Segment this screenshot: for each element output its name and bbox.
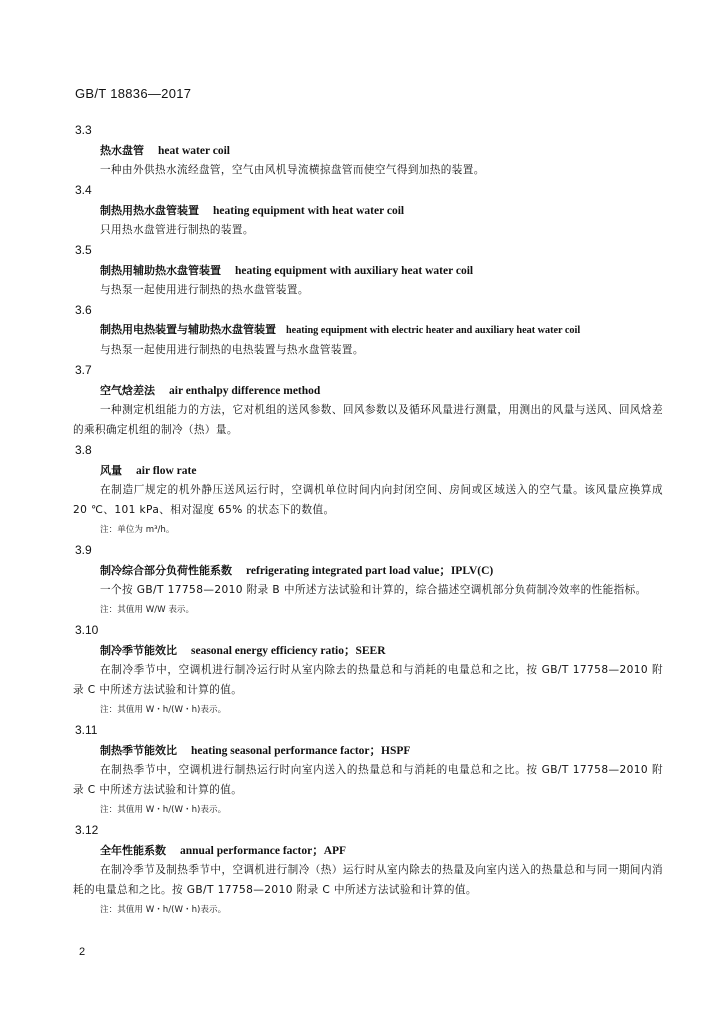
term-en: heating equipment with electric heater and auxiliary heat water coil bbox=[286, 325, 581, 336]
term-note: 注：其值用 W/W 表示。 bbox=[100, 605, 195, 615]
term-zh: 制冷综合部分负荷性能系数 bbox=[100, 564, 232, 577]
term-definition: 一种测定机组能力的方法，它对机组的送风参数、回风参数以及循环风量进行测量，用测出的风量与送风、回风焓差的乘积确定机组的制冷（热）量。 bbox=[73, 404, 663, 436]
term-zh: 制热用电热装置与辅助热水盘管装置 bbox=[100, 323, 276, 336]
term-heading bbox=[100, 840, 663, 860]
term-heading bbox=[100, 140, 663, 160]
term-en: heating seasonal performance factor；HSPF bbox=[191, 745, 411, 757]
terms-section bbox=[73, 120, 663, 920]
entry-number: 3.6 bbox=[75, 303, 92, 317]
term-heading bbox=[100, 320, 663, 340]
term-note: 注：单位为 m³/h。 bbox=[100, 525, 175, 535]
entry-number: 3.10 bbox=[75, 623, 99, 637]
term-heading bbox=[100, 560, 663, 580]
term-heading bbox=[100, 200, 663, 220]
term-en: heat water coil bbox=[158, 145, 230, 157]
entry-number: 3.9 bbox=[75, 543, 92, 557]
term-zh: 热水盘管 bbox=[100, 144, 144, 157]
term-zh: 风量 bbox=[100, 464, 122, 477]
term-en: air flow rate bbox=[136, 465, 197, 477]
entry-number: 3.3 bbox=[75, 123, 92, 137]
term-zh: 空气焓差法 bbox=[100, 384, 155, 397]
term-heading bbox=[100, 460, 663, 480]
term-zh: 制热用辅助热水盘管装置 bbox=[100, 264, 221, 277]
term-zh: 全年性能系数 bbox=[100, 844, 166, 857]
term-zh: 制热用热水盘管装置 bbox=[100, 204, 199, 217]
term-definition: 在制热季节中，空调机进行制热运行时向室内送入的热量总和与消耗的电量总和之比。按 GB/T 17758—2010 附录 C 中所述方法试验和计算的值。 bbox=[73, 764, 663, 796]
entry-number: 3.5 bbox=[75, 243, 92, 257]
term-heading bbox=[100, 380, 663, 400]
standard-number-header: GB/T 18836—2017 bbox=[75, 86, 192, 101]
term-heading bbox=[100, 640, 663, 660]
entry-number: 3.8 bbox=[75, 443, 92, 457]
term-definition: 与热泵一起使用进行制热的热水盘管装置。 bbox=[100, 284, 309, 296]
term-definition: 在制造厂规定的机外静压送风运行时，空调机单位时间内向封闭空间、房间或区域送入的空气量。该风量应换算成 20 ℃、101 kPa、相对湿度 65% 的状态下的数值。 bbox=[73, 484, 663, 516]
entry-number: 3.4 bbox=[75, 183, 92, 197]
term-note: 注：其值用 W・h/(W・h)表示。 bbox=[100, 805, 227, 815]
term-note: 注：其值用 W・h/(W・h)表示。 bbox=[100, 705, 227, 715]
term-note: 注：其值用 W・h/(W・h)表示。 bbox=[100, 905, 227, 915]
entry-number: 3.12 bbox=[75, 823, 99, 837]
term-en: annual performance factor；APF bbox=[180, 845, 347, 857]
term-definition: 在制冷季节及制热季节中，空调机进行制冷（热）运行时从室内除去的热量及向室内送入的热量总和与同一期间内消耗的电量总和之比。按 GB/T 17758—2010 附录 C 中所述方法试验和计算的值。 bbox=[73, 864, 663, 896]
entry-number: 3.11 bbox=[75, 723, 98, 737]
term-zh: 制冷季节能效比 bbox=[100, 644, 177, 657]
term-zh: 制热季节能效比 bbox=[100, 744, 177, 757]
term-en: seasonal energy efficiency ratio；SEER bbox=[191, 645, 386, 657]
term-en: air enthalpy difference method bbox=[169, 385, 321, 397]
term-definition: 与热泵一起使用进行制热的电热装置与热水盘管装置。 bbox=[100, 344, 364, 356]
term-en: refrigerating integrated part load value；IPLV(C) bbox=[246, 565, 494, 577]
term-heading bbox=[100, 740, 663, 760]
term-definition: 在制冷季节中，空调机进行制冷运行时从室内除去的热量总和与消耗的电量总和之比，按 GB/T 17758—2010 附录 C 中所述方法试验和计算的值。 bbox=[73, 664, 663, 696]
term-definition: 只用热水盘管进行制热的装置。 bbox=[100, 224, 254, 236]
term-definition: 一种由外供热水流经盘管，空气由风机导流横掠盘管而使空气得到加热的装置。 bbox=[100, 164, 485, 176]
term-en: heating equipment with auxiliary heat water coil bbox=[235, 265, 474, 277]
page-number: 2 bbox=[79, 946, 86, 958]
entry-number: 3.7 bbox=[75, 363, 92, 377]
term-heading bbox=[100, 260, 663, 280]
term-definition: 一个按 GB/T 17758—2010 附录 B 中所述方法试验和计算的，综合描述空调机部分负荷制冷效率的性能指标。 bbox=[100, 584, 647, 596]
term-en: heating equipment with heat water coil bbox=[213, 205, 405, 217]
